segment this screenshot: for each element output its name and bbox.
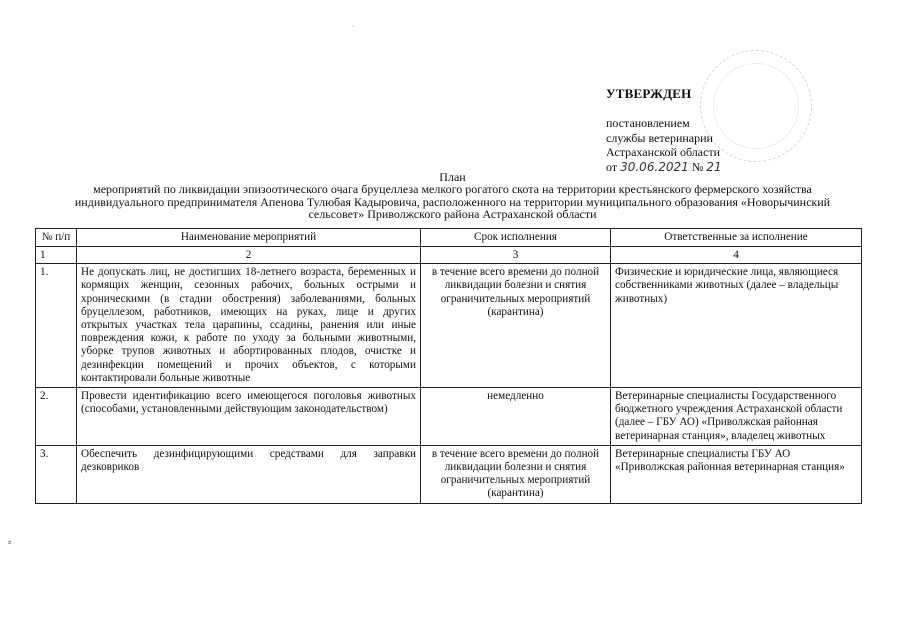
approval-line-3: Астраханской области [606, 145, 721, 159]
table-row [36, 388, 862, 446]
approval-line-2: службы ветеринарии [606, 130, 713, 145]
table-row [36, 445, 862, 503]
approval-date-prefix: от [606, 159, 618, 174]
row-term: в течение всего времени до полной ликвидации болезни и снятия ограничительных мероприятий (карантина) [421, 445, 611, 503]
approval-block [606, 86, 856, 174]
row-term: в течение всего времени до полной ликвидации болезни и снятия ограничительных мероприятий (карантина) [421, 264, 611, 388]
measures-table [35, 228, 862, 504]
scan-mark-icon: ⸗ [8, 537, 12, 548]
row-action: Обеспечить дезинфицирующими средствами для заправки дезковриков [77, 445, 421, 503]
row-number: 3. [36, 445, 77, 503]
row-action: Не допускать лиц, не достигших 18-летнего возраста, беременных и кормящих женщин, сезонных рабочих, больных острыми и хроническими (в стадии обострения) заболеваниями, больных бруцеллезом, работников, имеющих на руках, лице и других открытых участках тела царапины, ссадины, ранения или иные повреждения кожи, к работе по уходу за больными животными, уборке трупов животных и абортированных плодов, очистке и дезинфекции помещений и прочих объектов, с которыми контактировали больные животные [77, 264, 421, 388]
approval-number-handwritten: 21 [706, 159, 722, 174]
approval-number-label: № [691, 159, 704, 174]
plan-description: мероприятий по ликвидации эпизоотического очага бруцеллеза мелкого рогатого скота на территории крестьянского фермерского хозяйства индивидуального предпринимателя Апенова Тулюбая Кадыровича, расположенного на территории муниципального образования «Новорычинский сельсовет» Приволжского района Астраханской области [74, 182, 831, 221]
index-cell: 4 [611, 247, 862, 264]
row-number: 1. [36, 264, 77, 388]
plan-title: План [439, 170, 466, 184]
row-responsible: Ветеринарные специалисты ГБУ АО «Приволжская районная ветеринарная станция» [611, 445, 862, 503]
table-row [36, 264, 862, 388]
table-index-row [36, 247, 862, 264]
row-term: немедленно [421, 388, 611, 446]
header-term: Срок исполнения [421, 229, 611, 247]
row-responsible: Физические и юридические лица, являющиеся собственниками животных (далее – владельцы животных) [611, 264, 862, 388]
header-action: Наименование мероприятий [77, 229, 421, 247]
approval-date-handwritten: 30.06.2021 [620, 159, 689, 174]
row-action: Провести идентификацию всего имеющегося поголовья животных (способами, установленными действующим законодательством) [77, 388, 421, 446]
header-number: № п/п [36, 229, 77, 247]
index-cell: 2 [77, 247, 421, 264]
scan-dot: · [352, 22, 355, 31]
approval-heading: УТВЕРЖДЕН [606, 86, 692, 101]
table-header-row [36, 229, 862, 247]
index-cell: 3 [421, 247, 611, 264]
header-responsible: Ответственные за исполнение [611, 229, 862, 247]
row-number: 2. [36, 388, 77, 446]
row-responsible: Ветеринарные специалисты Государственного бюджетного учреждения Астраханской области (далее – ГБУ АО) «Приволжская районная ветеринарная станция», владелец животных [611, 388, 862, 446]
approval-line-1: постановлением [606, 116, 690, 130]
index-cell: 1 [36, 247, 77, 264]
